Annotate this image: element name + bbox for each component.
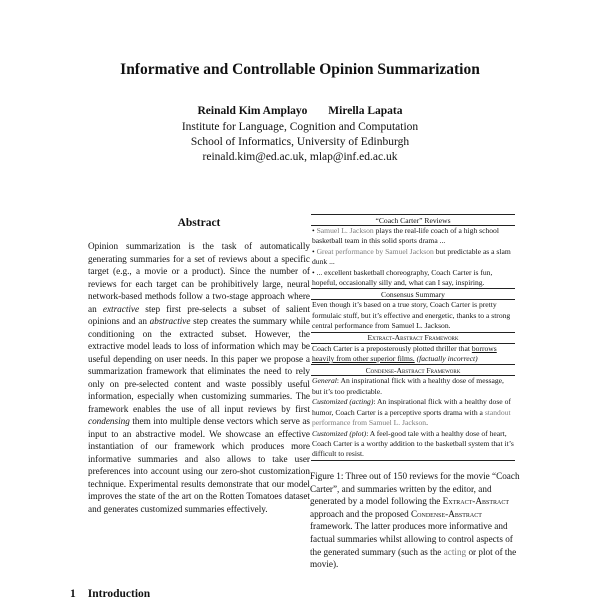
review-3-text: ... excellent basketball choreography, Coach Carter is fun, hopeful, occasionally silly and, what can I say, inspiring. [312,267,493,288]
acting-text-1: : An inspirational flick with a healthy dose of humor, Coach Carter is a perceptive sports drama with a [312,397,511,417]
plot-label: Customized (plot) [312,428,367,438]
extract-note: (factually incorrect) [414,354,478,364]
acting-text-2: . [426,418,428,428]
abstract-body [88,240,310,515]
author-list [0,105,600,117]
section-number: 1 [70,588,76,600]
consensus-text: Even though it’s based on a true story, Coach Carter is pretty formulaic stuff, but it’s effective and energetic, thanks to a strong central performance from Samuel L. Jackson. [312,300,511,331]
abstract-text-4: them into multiple dense vectors which serve as input to an abstractive model. We showcase an effective instantiation of our framework which produces more informative summaries and also allows to take user preferences into account using our zero-shot customization technique. Experimental results demonstrate that our model improves the state of the art on the Rotten Tomatoes dataset and generates customized summaries effectively. [88,416,310,514]
abstract-heading: Abstract [177,217,221,229]
extract-abstract-summary [312,344,514,365]
acting-summary [312,397,514,428]
plot-text: : A feel-good tale with a healthy dose of heart, Coach Carter is a worthy addition to the basketball system that it’s difficult to resist. [312,428,514,459]
caption-text-3: framework. The latter produces more informative and factual summaries whilst allowing to control aspects of the generated summary (such as the [310,521,513,557]
abstract-abstractive: abstractive [149,316,191,326]
condense-abstract-header: Condense-Abstract Framework [311,364,515,376]
caption-text-1: Figure 1: Three out of 150 reviews for the movie “Coach Carter”, and summaries written by the editor, and generated by a model following the [310,471,520,507]
consensus-body [311,300,515,331]
acting-highlight: standout performance from Samuel L. Jackson [312,407,511,428]
review-1-highlight: Samuel L. Jackson [316,226,374,235]
caption-condense: Condense-Abstract [411,508,482,519]
extract-abstract-header: Extract-Abstract Framework [311,332,515,344]
reviews-body [311,226,515,288]
author-emails: reinald.kim@ed.ac.uk, mlap@inf.ed.ac.uk [202,151,398,163]
abstract-text-1: Opinion summarization is the task of automatically generating summaries for a set of reviews about a specific target (e.g., a movie or a product). Since the number of reviews for each target can be prohibitively large, neural network-based methods follow a two-stage approach where an [88,241,310,314]
review-1-text: plays the real-life coach of a high school basketball team in this solid sports drama ... [312,226,499,246]
caption-text-2: approach and the proposed [310,508,412,519]
general-summary [312,376,514,397]
review-2-highlight: Great performance by Samuel Jackson [316,246,434,256]
section-heading-introduction [70,588,150,600]
plot-summary [312,429,514,460]
consensus-header: Consensus Summary [311,288,515,300]
reviews-header: “Coach Carter” Reviews [311,214,515,226]
caption-acting: acting [443,546,467,557]
author-2: Mirella Lapata [328,105,403,117]
abstract-text-2: step first pre-selects a subset of salient opinions and an [88,303,311,326]
paper-title: Informative and Controllable Opinion Summarization [120,61,480,78]
extract-abstract-body [311,344,515,365]
extract-text: Coach Carter is a preposterously plotted thriller that [312,343,472,353]
review-2: • Great performance by Samuel Jackson but predictable as a slam dunk ... [312,246,511,267]
extract-underlined: borrows heavily from other superior films. [312,343,497,364]
figure-caption [310,470,526,571]
affiliation-2: School of Informatics, University of Edinburgh [190,136,410,148]
acting-label: Customized (acting) [312,397,374,407]
caption-text-4: or plot of the movie). [310,546,517,570]
abstract-extractive: extractive [102,303,140,314]
caption-extract: Extract-Abstract [442,496,509,507]
condense-abstract-body [311,376,515,460]
review-2-text: but predictable as a slam dunk ... [312,246,511,267]
section-title: Introduction [87,588,151,600]
figure-1 [311,214,515,461]
review-3: • ... excellent basketball choreography, Coach Carter is fun, hopeful, occasionally silly and, what can I say, inspiring. [312,267,493,288]
abstract-text-3: step creates the summary while conditioning on the extracted subset. However, the extractive model leads to loss of information which may be useful depending on user needs. In this paper we propose a summarization framework that eliminates the need to rely only on pre-selected content and waste possibly useful information, especially when customizing summaries. The framework enables the use of all input reviews by first [88,316,310,414]
author-1: Reinald Kim Amplayo [197,105,308,117]
abstract-condensing: condensing [88,416,130,426]
general-text: : An inspirational flick with a healthy dose of message, but it’s too predictable. [312,376,504,396]
general-label: General [312,376,337,386]
review-1: • Samuel L. Jackson plays the real-life coach of a high school basketball team in this solid sports drama ... [312,226,499,246]
affiliation-1: Institute for Language, Cognition and Computation [181,121,419,133]
